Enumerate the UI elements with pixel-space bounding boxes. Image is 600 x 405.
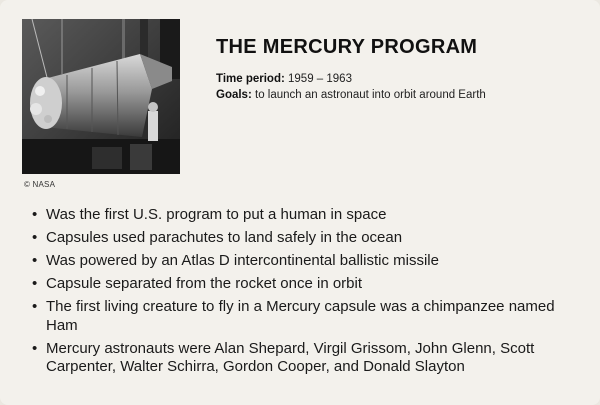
- time-period-value: 1959 – 1963: [288, 73, 352, 85]
- time-period-label: Time period:: [216, 73, 285, 85]
- goals-value: to launch an astronaut into orbit around Earth: [255, 89, 486, 101]
- fact-text: The first living creature to fly in a Mercury capsule was a chimpanzee named Ham: [46, 298, 555, 334]
- bullet-icon: •: [32, 206, 38, 223]
- mercury-capsule-photo: [22, 19, 180, 174]
- bullet-icon: •: [32, 252, 38, 270]
- photo-credit: © NASA: [24, 180, 56, 189]
- fact-item: [32, 275, 572, 294]
- bullet-icon: •: [32, 229, 38, 247]
- fact-item: [32, 340, 572, 377]
- goals-row: [216, 89, 486, 101]
- fact-item: [32, 252, 572, 271]
- fact-item: [32, 298, 572, 335]
- bullet-icon: •: [32, 275, 38, 293]
- fact-text: Was the first U.S. program to put a human in space: [46, 206, 387, 223]
- time-period-row: [216, 73, 352, 85]
- fact-text: Was powered by an Atlas D intercontinental ballistic missile: [46, 252, 439, 270]
- fact-item: [32, 229, 572, 248]
- fact-item: [32, 206, 572, 225]
- fact-text: Capsule separated from the rocket once in orbit: [46, 275, 363, 293]
- bullet-icon: •: [32, 339, 38, 357]
- bullet-icon: •: [32, 298, 38, 316]
- fact-text: Capsules used parachutes to land safely in the ocean: [46, 229, 403, 247]
- goals-label: Goals:: [216, 89, 252, 101]
- fact-text: Mercury astronauts were Alan Shepard, Virgil Grissom, John Glenn, Scott Carpenter, Walter Schirra, Gordon Cooper, and Donald Slayton: [46, 339, 535, 376]
- facts-list: [32, 206, 572, 382]
- card-title: THE MERCURY PROGRAM: [216, 36, 478, 58]
